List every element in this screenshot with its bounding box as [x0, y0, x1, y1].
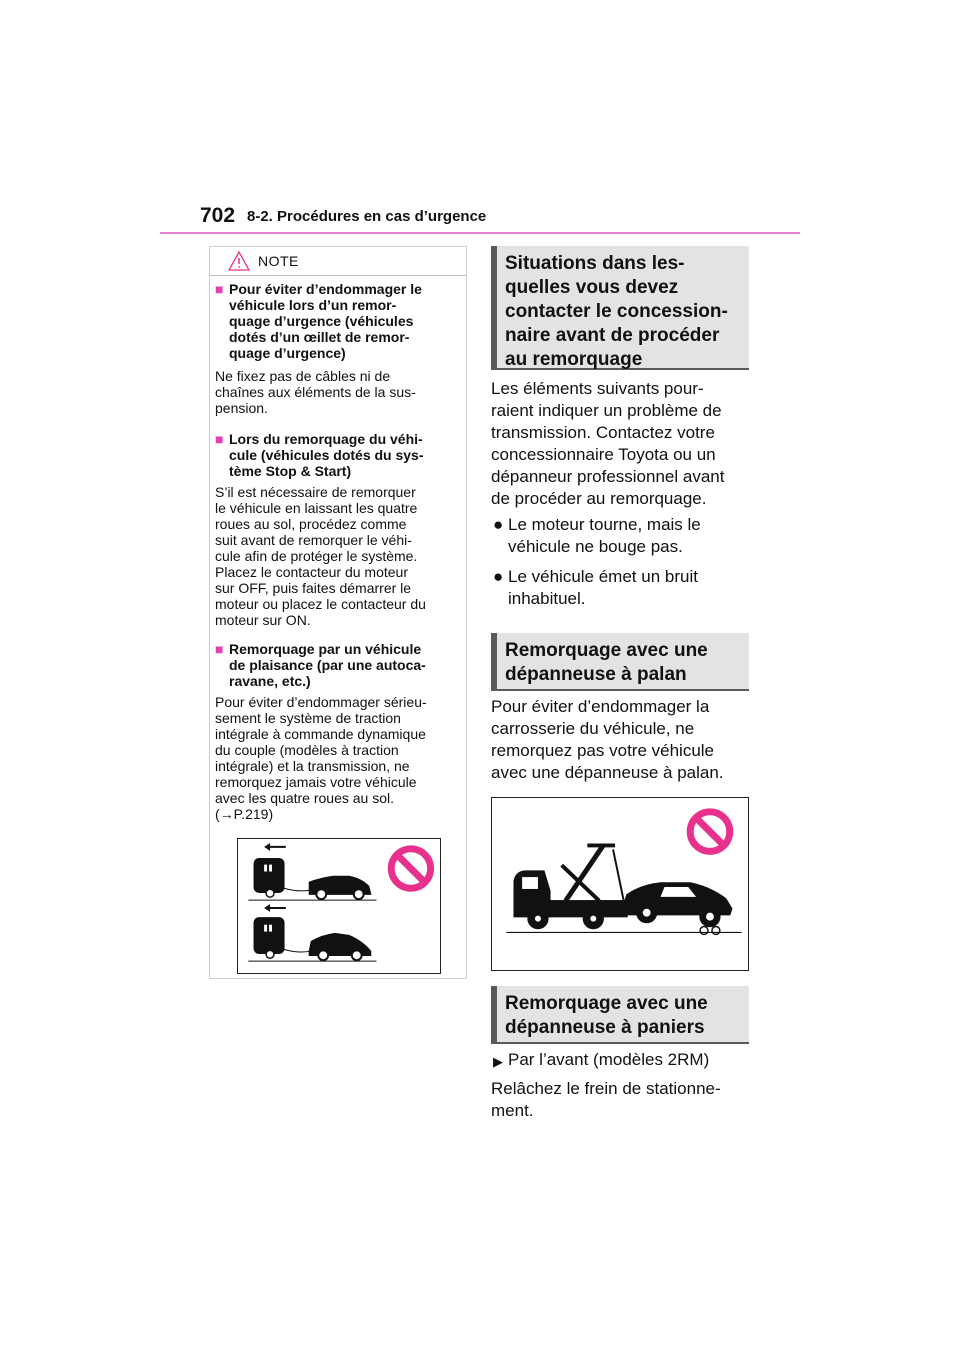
sling-tow-text: Pour éviter d’endommager la carrosserie du véhicule, ne remorquez pas votre véhicule avec une dépanneuse à palan. — [491, 697, 724, 782]
heading-wheel-lift-tow: Remorquage avec une dépanneuse à paniers — [491, 986, 749, 1044]
note-header — [210, 247, 466, 276]
sling-tow-truck-illustration — [491, 797, 749, 971]
note-subheading-1: ■ Pour éviter d’endommager le véhicule lors d’un remor- quage d’urgence (véhicules dotés d’un œillet de remor- quage d’urgence) — [215, 281, 422, 361]
note-text-2: S’il est nécessaire de remorquer le véhicule en laissant les quatre roues au sol, procédez comme suit avant de remorquer le véhi- cule afin de protéger le système. Placez le contacteur du moteur sur OFF, puis faites démarrer le moteur ou placez le contacteur du moteur sur ON. — [215, 484, 426, 628]
contact-dealer-text: Les éléments suivants pour- raient indiquer un problème de transmission. Contactez votre concessionnaire Toyota ou un dépanneur professionnel avant de procéder au remorquage. — [491, 379, 725, 508]
motorhome-towing-bottom — [248, 904, 376, 961]
right-arrow-icon: ▶ — [493, 1054, 503, 1069]
note-subheading-2: ■ Lors du remorquage du véhi- cule (véhicules dotés du sys- tème Stop & Start) — [215, 431, 424, 479]
wheel-lift-text: Relâchez le frein de stationne- ment. — [491, 1079, 721, 1120]
prohibition-icon — [391, 849, 430, 888]
motorhome-towing-top — [248, 843, 376, 900]
disc-bullet-icon: ● — [493, 567, 504, 586]
page-number: 702 — [200, 204, 236, 227]
square-bullet-icon: ■ — [215, 641, 224, 657]
list-item: ● Le véhicule émet un bruit inhabituel. — [493, 567, 698, 608]
heading-sling-tow: Remorquage avec une dépanneuse à palan — [491, 633, 749, 691]
motorhome-towing-illustration — [237, 838, 441, 974]
note-text-3: Pour éviter d’endommager sérieu- sement le système de traction intégrale à commande dynamique du couple (modèles à traction intégrale) et la transmission, ne remorquez jamais votre véhicule avec les quatre roues au sol. (→P.219) — [215, 694, 427, 822]
note-text-1: Ne fixez pas de câbles ni de chaînes aux éléments de la sus- pension. — [215, 368, 416, 416]
list-item: ● Le moteur tourne, mais le véhicule ne bouge pas. — [493, 515, 701, 556]
header-rule — [160, 232, 800, 234]
note-subheading-3: ■ Remorquage par un véhicule de plaisance (par une autoca- ravane, etc.) — [215, 641, 426, 689]
section-title: 8-2. Procédures en cas d’urgence — [247, 208, 487, 225]
heading-contact-dealer: Situations dans les- quelles vous devez contacter le concession- naire avant de procéder au remorquage — [491, 246, 749, 370]
note-label: NOTE — [258, 253, 299, 269]
prohibition-icon — [690, 812, 730, 852]
disc-bullet-icon: ● — [493, 515, 504, 534]
list-item: ▶ Par l’avant (modèles 2RM) — [491, 1049, 751, 1071]
warning-triangle-icon — [228, 251, 250, 271]
square-bullet-icon: ■ — [215, 281, 224, 297]
square-bullet-icon: ■ — [215, 431, 224, 447]
note-box — [209, 246, 467, 979]
